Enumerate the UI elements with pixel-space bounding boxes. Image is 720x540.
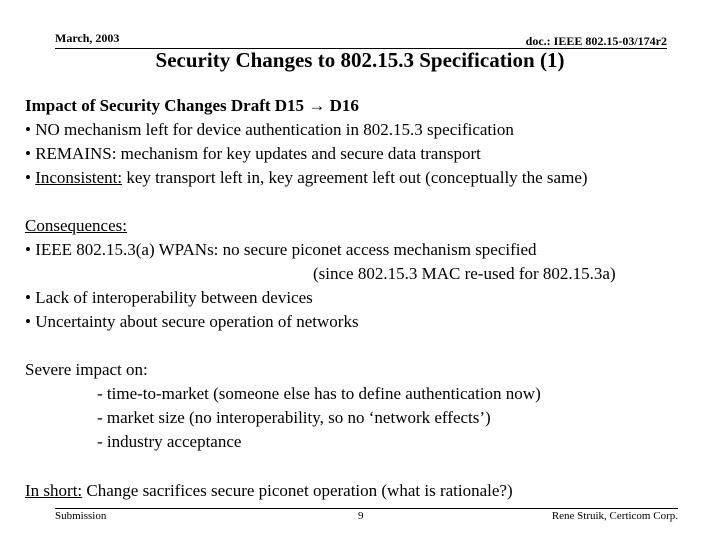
consequences-bullet-1: • IEEE 802.15.3(a) WPANs: no secure piconet access mechanism specified	[25, 240, 537, 259]
consequences-bullet-1-continuation: (since 802.15.3 MAC re-used for 802.15.3a)	[313, 264, 616, 283]
impact-heading-prefix: Impact of Security Changes Draft D15	[25, 96, 309, 115]
in-short-text: Change sacrifices secure piconet operation (what is rationale?)	[82, 481, 513, 500]
severe-impact-heading: Severe impact on:	[25, 360, 148, 379]
impact-heading-suffix: D16	[325, 96, 359, 115]
consequences-heading: Consequences:	[25, 216, 127, 235]
footer-author: Rene Struik, Certicom Corp.	[551, 510, 678, 522]
header-doc-id: doc.: IEEE 802.15-03/174r2	[525, 34, 667, 48]
footer-submission: Submission	[55, 510, 107, 522]
severe-impact-item-1: - time-to-market (someone else has to define authentication now)	[97, 384, 541, 403]
severe-impact-item-2: - market size (no interoperability, so no ‘network effects’)	[97, 408, 491, 427]
consequences-bullet-2: • Lack of interoperability between devices	[25, 288, 313, 307]
header-date: March, 2003	[55, 31, 120, 45]
consequences-bullet-3: • Uncertainty about secure operation of networks	[25, 312, 359, 331]
impact-bullet-2: • REMAINS: mechanism for key updates and secure data transport	[25, 144, 481, 163]
in-short-line	[25, 479, 513, 503]
footer-divider	[55, 508, 678, 509]
right-arrow-icon: →	[308, 96, 326, 115]
impact-bullet-1: • NO mechanism left for device authentication in 802.15.3 specification	[25, 120, 514, 139]
impact-bullet-3-text: key transport left in, key agreement left out (conceptually the same)	[122, 168, 588, 187]
severe-impact-item-3: - industry acceptance	[97, 432, 242, 451]
footer-page-number: 9	[358, 510, 364, 522]
in-short-label: In short:	[25, 481, 83, 500]
impact-bullet-3-label: Inconsistent:	[35, 168, 123, 187]
impact-heading	[25, 94, 359, 118]
impact-bullet-3-marker: •	[25, 168, 36, 187]
slide-title: Security Changes to 802.15.3 Specification (1)	[155, 48, 565, 72]
impact-bullet-3	[25, 166, 588, 190]
